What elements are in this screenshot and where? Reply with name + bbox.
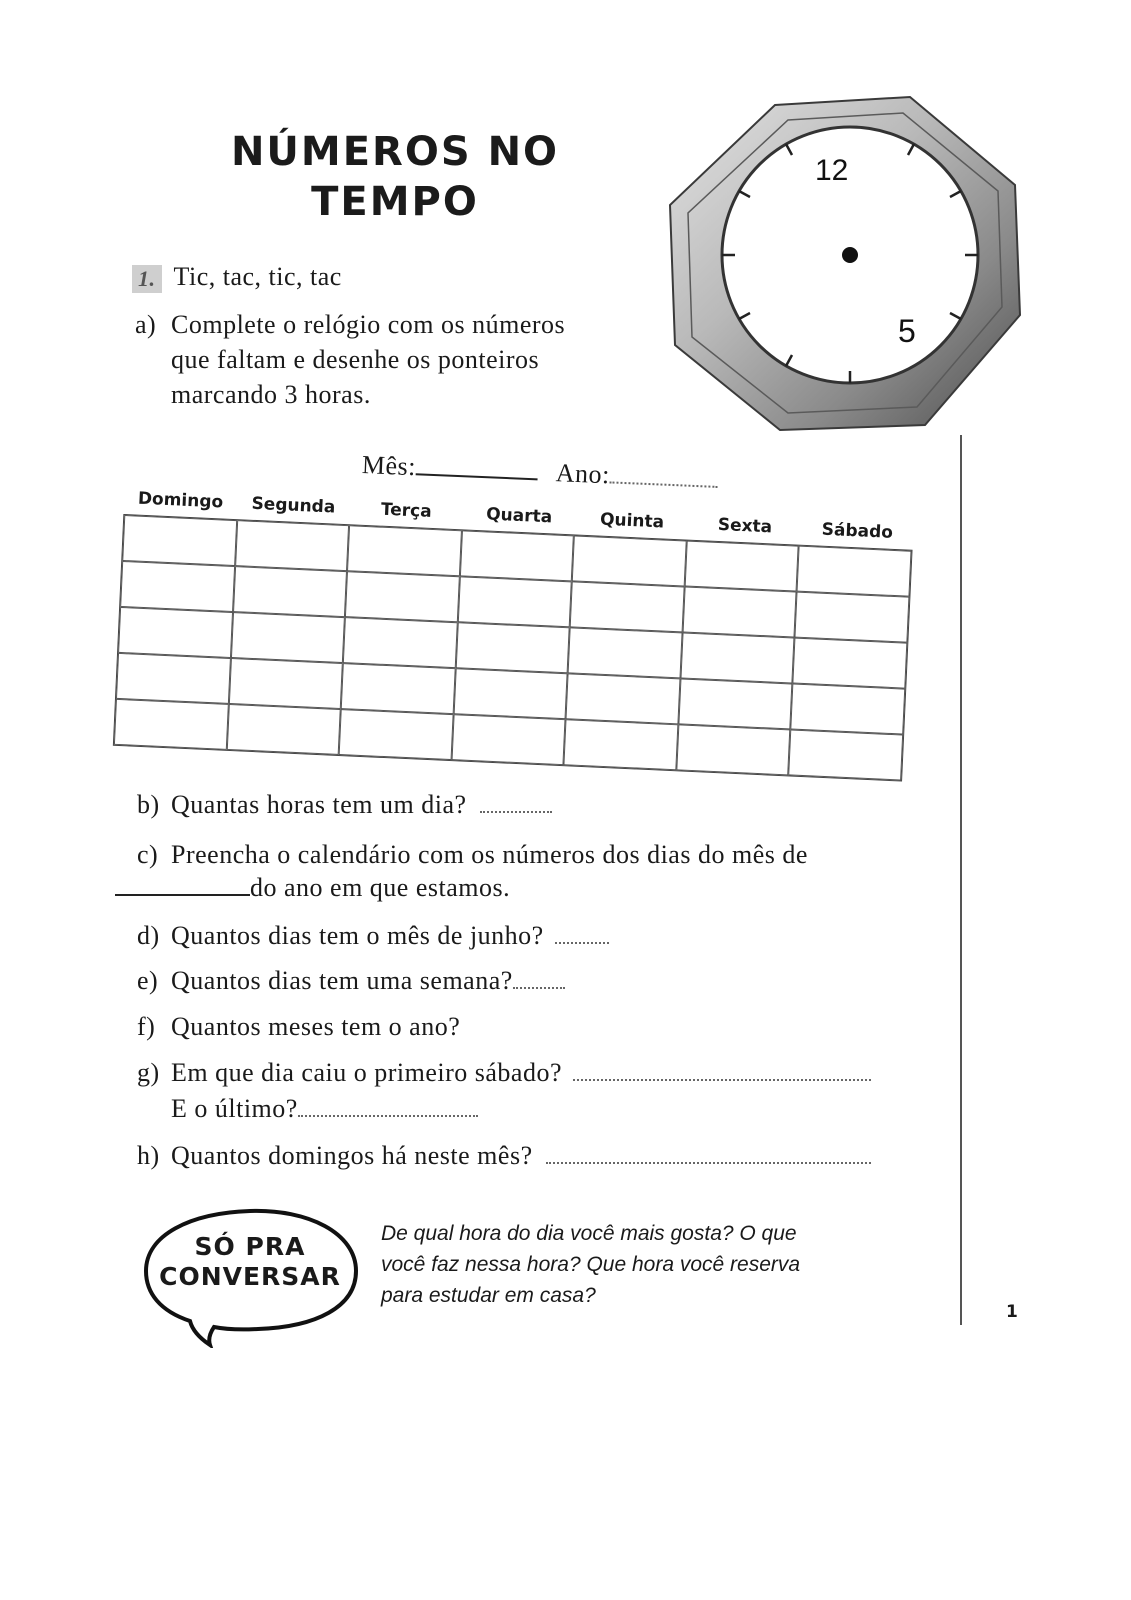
calendar-cell[interactable] xyxy=(231,612,346,663)
exercise-number-badge: 1. xyxy=(132,265,162,293)
month-label: Mês: xyxy=(361,450,417,482)
day-header-quarta: Quarta xyxy=(485,504,553,528)
calendar-cell[interactable] xyxy=(339,709,454,760)
page-title xyxy=(185,128,605,226)
item-a-line-1: Complete o relógio com os números xyxy=(171,310,566,339)
calendar-cell[interactable] xyxy=(233,566,348,617)
calendar-cell[interactable] xyxy=(572,535,687,586)
conversation-line-3: para estudar em casa? xyxy=(381,1284,596,1307)
calendar-cell[interactable] xyxy=(451,714,566,765)
calendar-cell[interactable] xyxy=(684,541,799,592)
calendar-cell[interactable] xyxy=(226,704,341,755)
calendar-month-year xyxy=(361,450,718,495)
calendar-cell[interactable] xyxy=(228,658,343,709)
conversation-text xyxy=(381,1218,800,1311)
title-line-1: NÚMEROS NO xyxy=(230,129,560,175)
calendar-cell[interactable] xyxy=(343,617,458,668)
calendar-cell[interactable] xyxy=(341,663,456,714)
calendar-cell[interactable] xyxy=(678,678,793,729)
question-f-text: Quantos meses tem o ano? xyxy=(171,1012,461,1041)
calendar-cell[interactable] xyxy=(680,632,795,683)
question-e xyxy=(137,966,565,996)
item-a-label: a) xyxy=(135,310,157,339)
month-blank[interactable] xyxy=(416,455,539,480)
question-d-answer[interactable] xyxy=(555,924,609,944)
exercise-heading xyxy=(132,262,342,293)
question-g-label: g) xyxy=(137,1058,160,1087)
exercise-heading-text: Tic, tac, tic, tac xyxy=(173,262,342,291)
calendar-cell[interactable] xyxy=(793,638,908,689)
calendar-cell[interactable] xyxy=(116,653,231,704)
calendar-cell[interactable] xyxy=(122,515,237,566)
question-h-label: h) xyxy=(137,1141,160,1170)
calendar-cell[interactable] xyxy=(566,673,681,724)
calendar-cell[interactable] xyxy=(789,729,904,780)
calendar-cell[interactable] xyxy=(460,530,575,581)
conversation-line-2: você faz nessa hora? Que hora você reserva xyxy=(381,1253,801,1276)
clock-illustration xyxy=(660,95,1030,440)
question-b-label: b) xyxy=(137,790,160,819)
question-e-answer[interactable] xyxy=(513,969,565,989)
item-a-line-2: que faltam e desenhe os ponteiros xyxy=(171,345,540,374)
question-g-text-2: E o último? xyxy=(171,1094,298,1123)
question-d xyxy=(137,921,609,951)
calendar-cell[interactable] xyxy=(453,668,568,719)
calendar-cell[interactable] xyxy=(682,586,797,637)
day-header-quinta: Quinta xyxy=(599,509,665,533)
calendar-cell[interactable] xyxy=(791,684,906,735)
question-g-text-1: Em que dia caiu o primeiro sábado? xyxy=(171,1058,562,1087)
question-b-text: Quantas horas tem um dia? xyxy=(171,790,467,819)
question-c-label: c) xyxy=(137,840,159,869)
question-h-answer[interactable] xyxy=(546,1144,871,1164)
calendar-cell[interactable] xyxy=(564,719,679,770)
calendar-grid xyxy=(113,514,913,782)
question-c-text-1: Preencha o calendário com os números dos dias do mês de xyxy=(171,840,808,869)
speech-bubble-line-1: SÓ PRA xyxy=(194,1232,306,1261)
question-f xyxy=(137,1012,460,1042)
speech-bubble-line-2: CONVERSAR xyxy=(159,1262,341,1291)
question-b xyxy=(137,790,552,820)
calendar-cell[interactable] xyxy=(347,525,462,576)
conversation-line-1: De qual hora do dia você mais gosta? O que xyxy=(381,1222,797,1245)
title-line-2: TEMPO xyxy=(311,179,479,225)
question-f-label: f) xyxy=(137,1012,156,1041)
question-d-text: Quantos dias tem o mês de junho? xyxy=(171,921,544,950)
day-header-terca: Terça xyxy=(380,499,433,522)
calendar-cell[interactable] xyxy=(455,622,570,673)
calendar-cell[interactable] xyxy=(568,627,683,678)
year-label: Ano: xyxy=(555,458,611,490)
calendar-cell[interactable] xyxy=(458,576,573,627)
question-e-text: Quantos dias tem uma semana? xyxy=(171,966,513,995)
question-c-continuation xyxy=(115,873,510,903)
question-e-label: e) xyxy=(137,966,159,995)
calendar xyxy=(113,478,914,774)
question-g-continuation xyxy=(171,1094,478,1124)
calendar-cell[interactable] xyxy=(120,561,235,612)
calendar-cell[interactable] xyxy=(235,520,350,571)
day-header-domingo: Domingo xyxy=(137,488,224,513)
clock-center-dot xyxy=(842,247,858,263)
page-number: 1 xyxy=(1006,1302,1018,1322)
question-c xyxy=(137,837,808,873)
day-header-segunda: Segunda xyxy=(251,493,336,518)
question-h-text: Quantos domingos há neste mês? xyxy=(171,1141,533,1170)
question-g-first-answer[interactable] xyxy=(573,1061,871,1081)
question-c-month-blank[interactable] xyxy=(115,876,250,896)
item-a xyxy=(135,307,565,412)
question-g-last-answer[interactable] xyxy=(298,1097,478,1117)
speech-bubble-text xyxy=(150,1232,350,1292)
calendar-cell[interactable] xyxy=(795,592,910,643)
question-g xyxy=(137,1058,871,1088)
calendar-cell[interactable] xyxy=(345,571,460,622)
clock-label-12: 12 xyxy=(815,154,849,187)
calendar-cell[interactable] xyxy=(676,724,791,775)
margin-line xyxy=(960,435,962,1325)
day-header-sexta: Sexta xyxy=(717,514,773,538)
calendar-cell[interactable] xyxy=(797,546,912,597)
item-a-line-3: marcando 3 horas. xyxy=(171,380,371,409)
day-header-sabado: Sábado xyxy=(821,519,894,543)
question-c-text-2: do ano em que estamos. xyxy=(250,873,511,902)
question-b-answer[interactable] xyxy=(480,793,552,813)
question-d-label: d) xyxy=(137,921,160,950)
calendar-cell[interactable] xyxy=(570,581,685,632)
clock-label-5: 5 xyxy=(898,313,916,349)
year-blank[interactable] xyxy=(609,463,718,488)
question-h xyxy=(137,1141,871,1171)
calendar-cell[interactable] xyxy=(118,607,233,658)
calendar-cell[interactable] xyxy=(114,699,229,750)
